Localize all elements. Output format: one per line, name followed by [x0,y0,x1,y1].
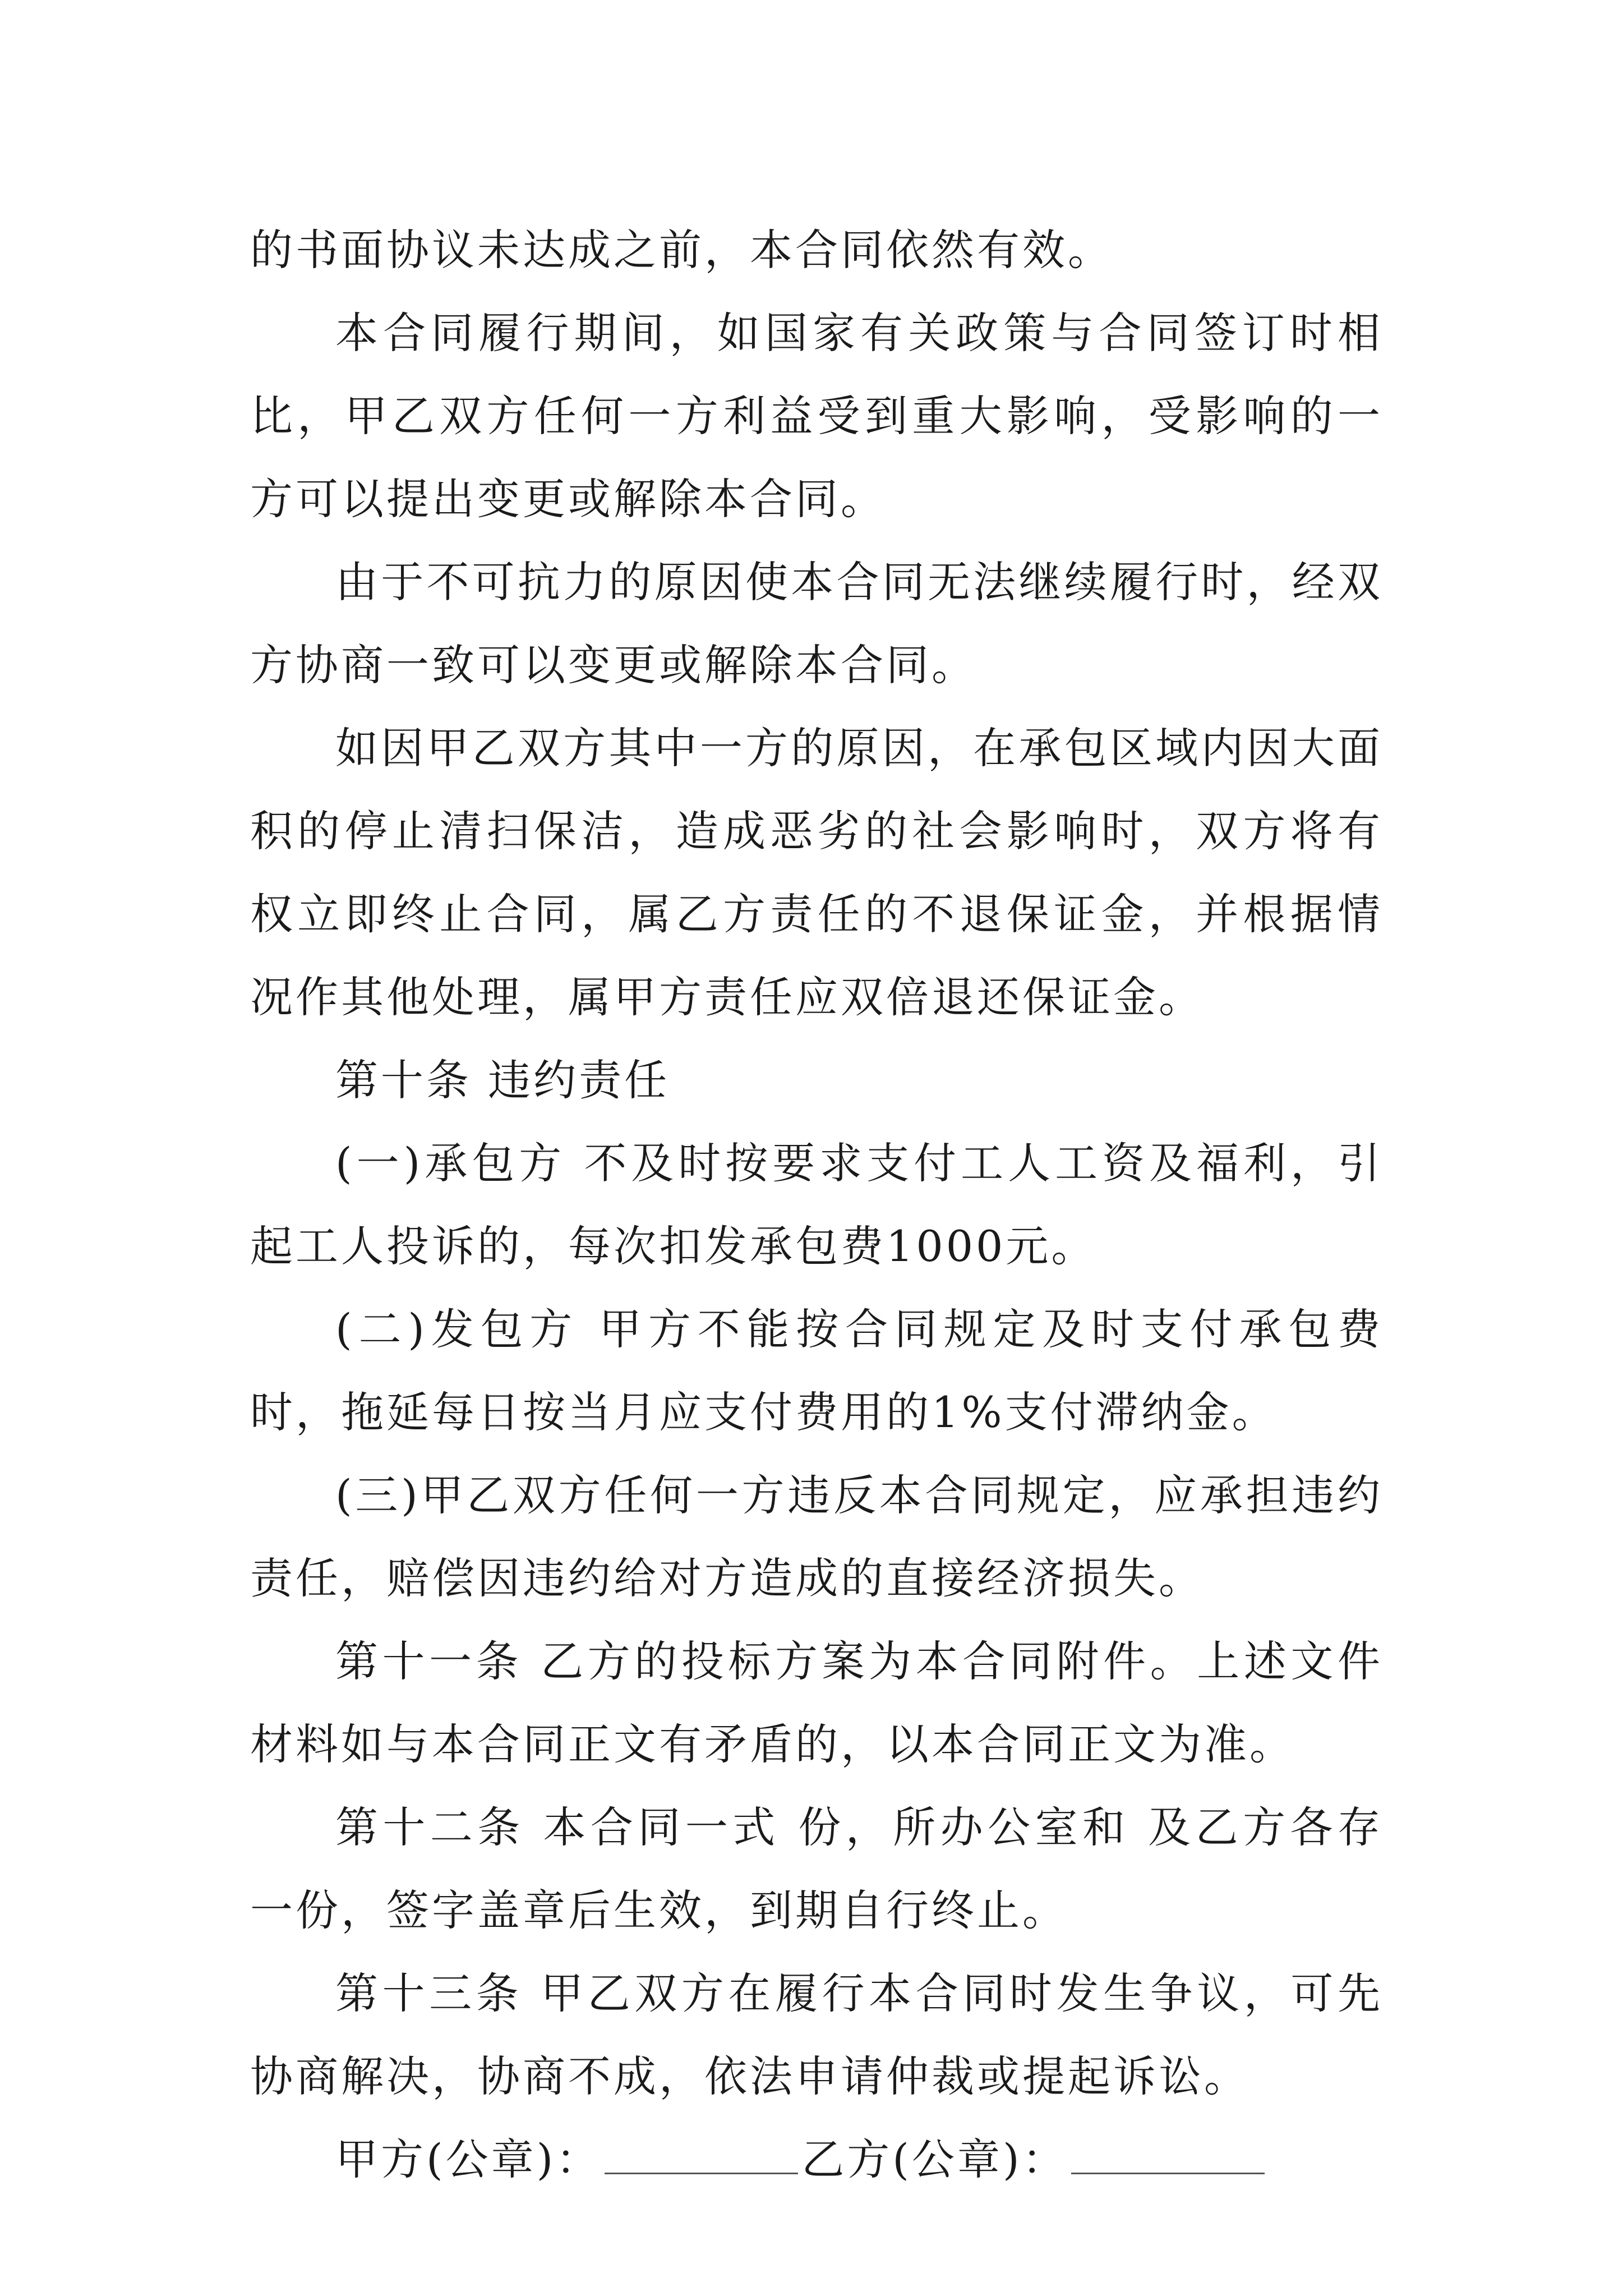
party-b-seal-label: 乙方(公章)： [801,2134,1068,2184]
document-body [250,209,1383,2201]
party-a-blank [605,2167,798,2174]
paragraph-termination: 如因甲乙双方其中一方的原因，在承包区域内因大面积的停止清扫保洁，造成恶劣的社会影响时，双方将有权立即终止合同，属乙方责任的不退保证金，并根据情况作其他处理，属甲方责任应双倍退还保证金。 [250,723,1383,1022]
party-b-blank [1071,2167,1265,2174]
article-10-item-3: (三)甲乙双方任何一方违反本合同规定，应承担违约责任，赔偿因违约给对方造成的直接经济损失。 [250,1470,1383,1603]
paragraph-force-majeure: 由于不可抗力的原因使本合同无法继续履行时，经双方协商一致可以变更或解除本合同。 [250,557,1383,690]
article-10-item-1: (一)承包方 不及时按要求支付工人工资及福利，引起工人投诉的，每次扣发承包费1000元。 [250,1138,1383,1271]
signature-line [250,2118,1383,2201]
article-10-heading: 第十条 违约责任 [335,1055,670,1105]
paragraph-policy-change: 本合同履行期间，如国家有关政策与合同签订时相比，甲乙双方任何一方利益受到重大影响，受影响的一方可以提出变更或解除本合同。 [250,308,1383,524]
article-13: 第十三条 甲乙双方在履行本合同时发生争议，可先协商解决，协商不成，依法申请仲裁或提起诉讼。 [250,1968,1383,2101]
article-11: 第十一条 乙方的投标方案为本合同附件。上述文件材料如与本合同正文有矛盾的，以本合同正文为准。 [250,1636,1383,1769]
paragraph-continuation: 的书面协议未达成之前，本合同依然有效。 [250,225,1113,275]
article-10-item-2: (二)发包方 甲方不能按合同规定及时支付承包费时，拖延每日按当月应支付费用的1%支付滞纳金。 [250,1304,1383,1437]
article-12: 第十二条 本合同一式 份，所办公室和 及乙方各存一份，签字盖章后生效，到期自行终止。 [250,1802,1383,1935]
party-a-seal-label: 甲方(公章)： [335,2134,602,2184]
